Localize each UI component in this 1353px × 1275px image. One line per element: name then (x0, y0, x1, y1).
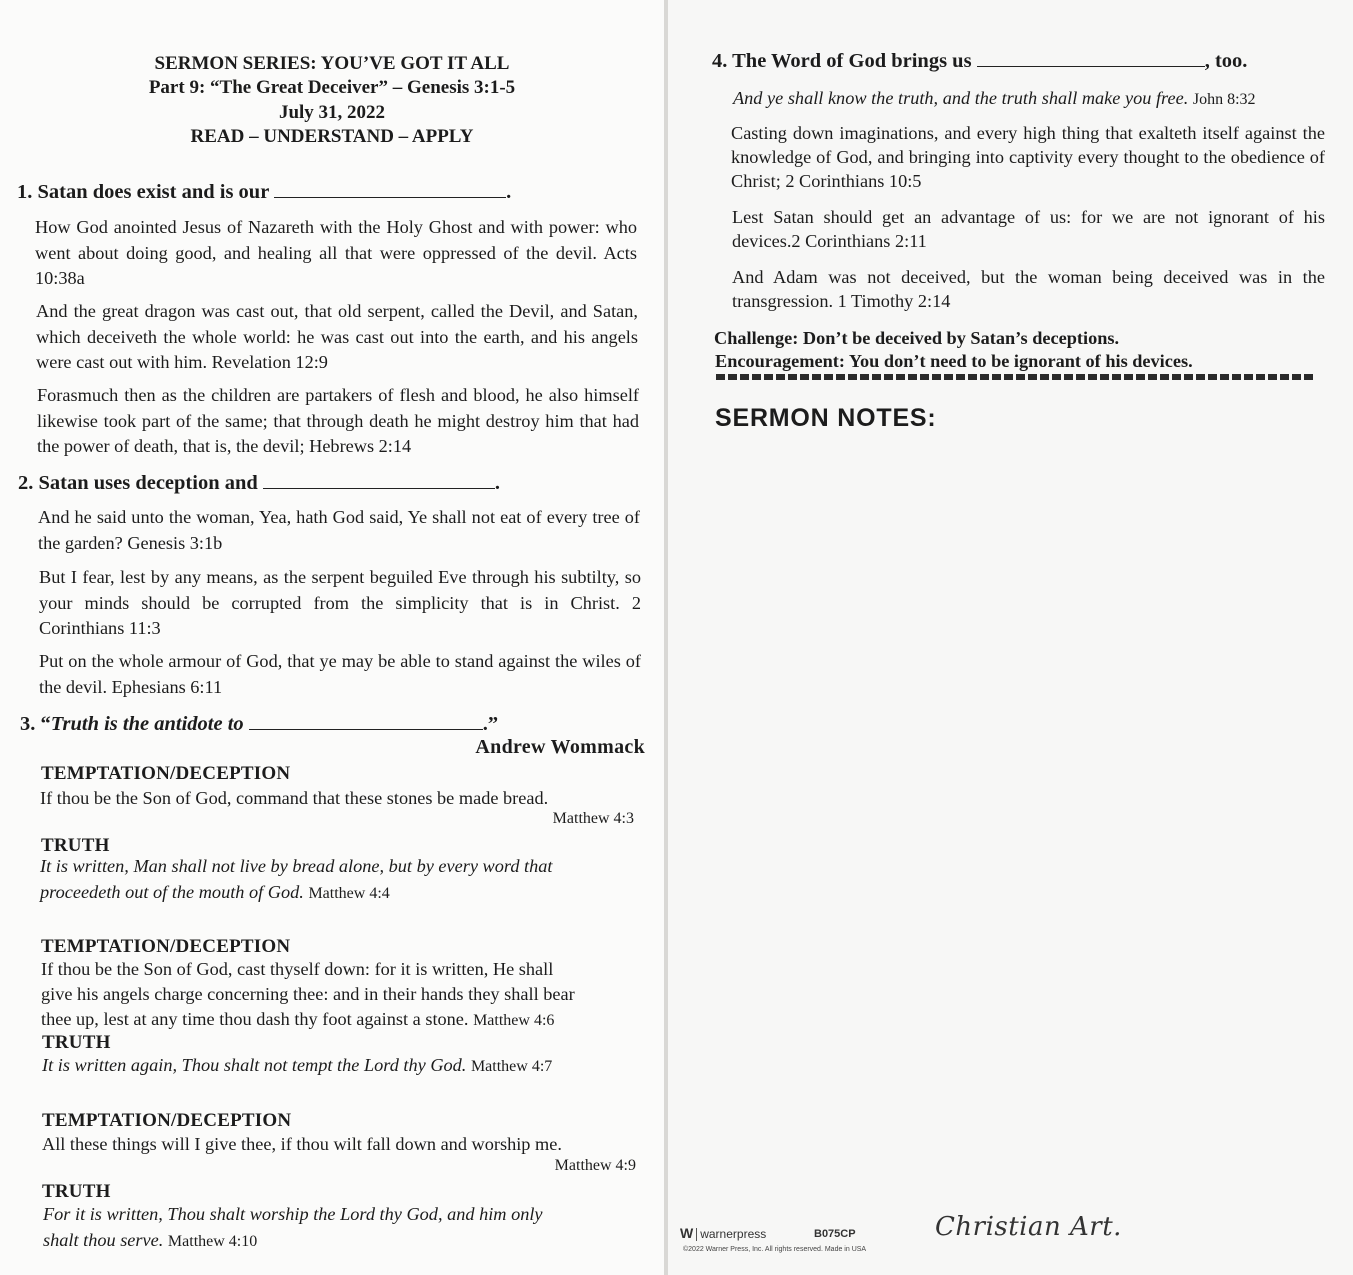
verse-acts-10-38: How God anointed Jesus of Nazareth with the Holy Ghost and with power: who went about doing good, and healing all that were oppressed of the devil. Acts 10:38a (35, 217, 637, 288)
temptation-ref: Matthew 4:9 (554, 1157, 636, 1174)
temptation-text: If thou be the Son of God, command that these stones be made bread. (40, 788, 549, 808)
truth-text-line: shalt thou serve. Matthew 4:10 (43, 1230, 258, 1250)
fill-in-blank (249, 712, 483, 730)
encouragement: Encouragement: You don’t need to be ignorant of his devices. (715, 351, 1193, 371)
motto: READ – UNDERSTAND – APPLY (190, 126, 474, 147)
verse-genesis-3-1: And he said unto the woman, Yea, hath God said, Ye shall not eat of every tree of the garden? Genesis 3:1b (38, 507, 640, 553)
dashed-divider (716, 374, 1316, 380)
temptation-label: TEMPTATION/DECEPTION (41, 763, 291, 784)
point-2-heading: 2. Satan uses deception and . (18, 472, 501, 494)
temptation-label: TEMPTATION/DECEPTION (42, 1110, 292, 1131)
challenge: Challenge: Don’t be deceived by Satan’s deceptions. (714, 328, 1120, 348)
temptation-ref: Matthew 4:3 (552, 810, 634, 827)
truth-label: TRUTH (41, 835, 110, 856)
series-title: SERMON SERIES: YOU’VE GOT IT ALL (154, 53, 510, 74)
part-title: Part 9: “The Great Deceiver” – Genesis 3:1-5 (148, 77, 516, 98)
fill-in-blank (274, 180, 506, 198)
temptation-label: TEMPTATION/DECEPTION (41, 936, 291, 957)
verse-hebrews-2-14: Forasmuch then as the children are partakers of flesh and blood, he also himself likewise took part of the same; that through death he might destroy him that had the power of death, that is, the devil; Hebrews 2:14 (37, 385, 639, 456)
point-1-heading: 1. Satan does exist and is our . (17, 181, 512, 203)
fill-in-blank (977, 49, 1205, 67)
verse-revelation-12-9: And the great dragon was cast out, that old serpent, called the Devil, and Satan, which deceiveth the whole world: he was cast out into the earth, and his angels were cast out with him. Revelation 12:9 (36, 301, 638, 372)
temptation-text-line: thee up, lest at any time thou dash thy foot against a stone. Matthew 4:6 (41, 1009, 555, 1029)
temptation-text-line: give his angels charge concerning thee: and in their hands they shall bear (41, 984, 575, 1004)
truth-text-line: It is written, Man shall not live by bread alone, but by every word that (40, 856, 553, 876)
verse-1-timothy-2-14: And Adam was not deceived, but the woman being deceived was in the transgression. 1 Timothy 2:14 (732, 267, 1325, 311)
verse-2-corinthians-10-5: Casting down imaginations, and every high thing that exalteth itself against the knowledge of God, and bringing into captivity every thought to the obedience of Christ; 2 Corinthians 10:5 (731, 123, 1325, 191)
truth-text-line: proceedeth out of the mouth of God. Matthew 4:4 (40, 882, 390, 902)
copyright-notice: ©2022 Warner Press, Inc. All rights reserved. Made in USA (683, 1246, 867, 1253)
sermon-date: July 31, 2022 (278, 102, 386, 123)
verse-john-8-32: And ye shall know the truth, and the truth shall make you free. John 8:32 (733, 88, 1256, 108)
quote-author: Andrew Wommack (475, 736, 645, 758)
temptation-text: All these things will I give thee, if thou wilt fall down and worship me. (42, 1134, 562, 1154)
truth-label: TRUTH (42, 1181, 111, 1202)
truth-label: TRUTH (42, 1032, 111, 1053)
point-4-heading: 4. The Word of God brings us , too. (712, 50, 1248, 72)
warner-press-logo: W warnerpress (680, 1225, 767, 1241)
product-code: B075CP (814, 1228, 856, 1240)
temptation-text-line: If thou be the Son of God, cast thyself down: for it is written, He shall (41, 959, 554, 979)
christian-art-logo: Christian Art. (935, 1212, 1122, 1242)
truth-text-line: For it is written, Thou shalt worship the Lord thy God, and him only (43, 1204, 543, 1224)
verse-ephesians-6-11: Put on the whole armour of God, that ye may be able to stand against the wiles of the devil. Ephesians 6:11 (39, 651, 641, 697)
verse-2-corinthians-2-11: Lest Satan should get an advantage of us: for we are not ignorant of his devices.2 Corinthians 2:11 (732, 207, 1325, 251)
sermon-notes-heading: SERMON NOTES: (715, 404, 937, 432)
fill-in-blank (263, 471, 495, 489)
verse-2-corinthians-11-3: But I fear, lest by any means, as the serpent beguiled Eve through his subtilty, so your minds should be corrupted from the simplicity that is in Christ. 2 Corinthians 11:3 (39, 567, 641, 638)
point-3-heading: 3. “Truth is the antidote to .” (20, 713, 499, 735)
truth-text-line: It is written again, Thou shalt not tempt the Lord thy God. Matthew 4:7 (42, 1055, 553, 1075)
